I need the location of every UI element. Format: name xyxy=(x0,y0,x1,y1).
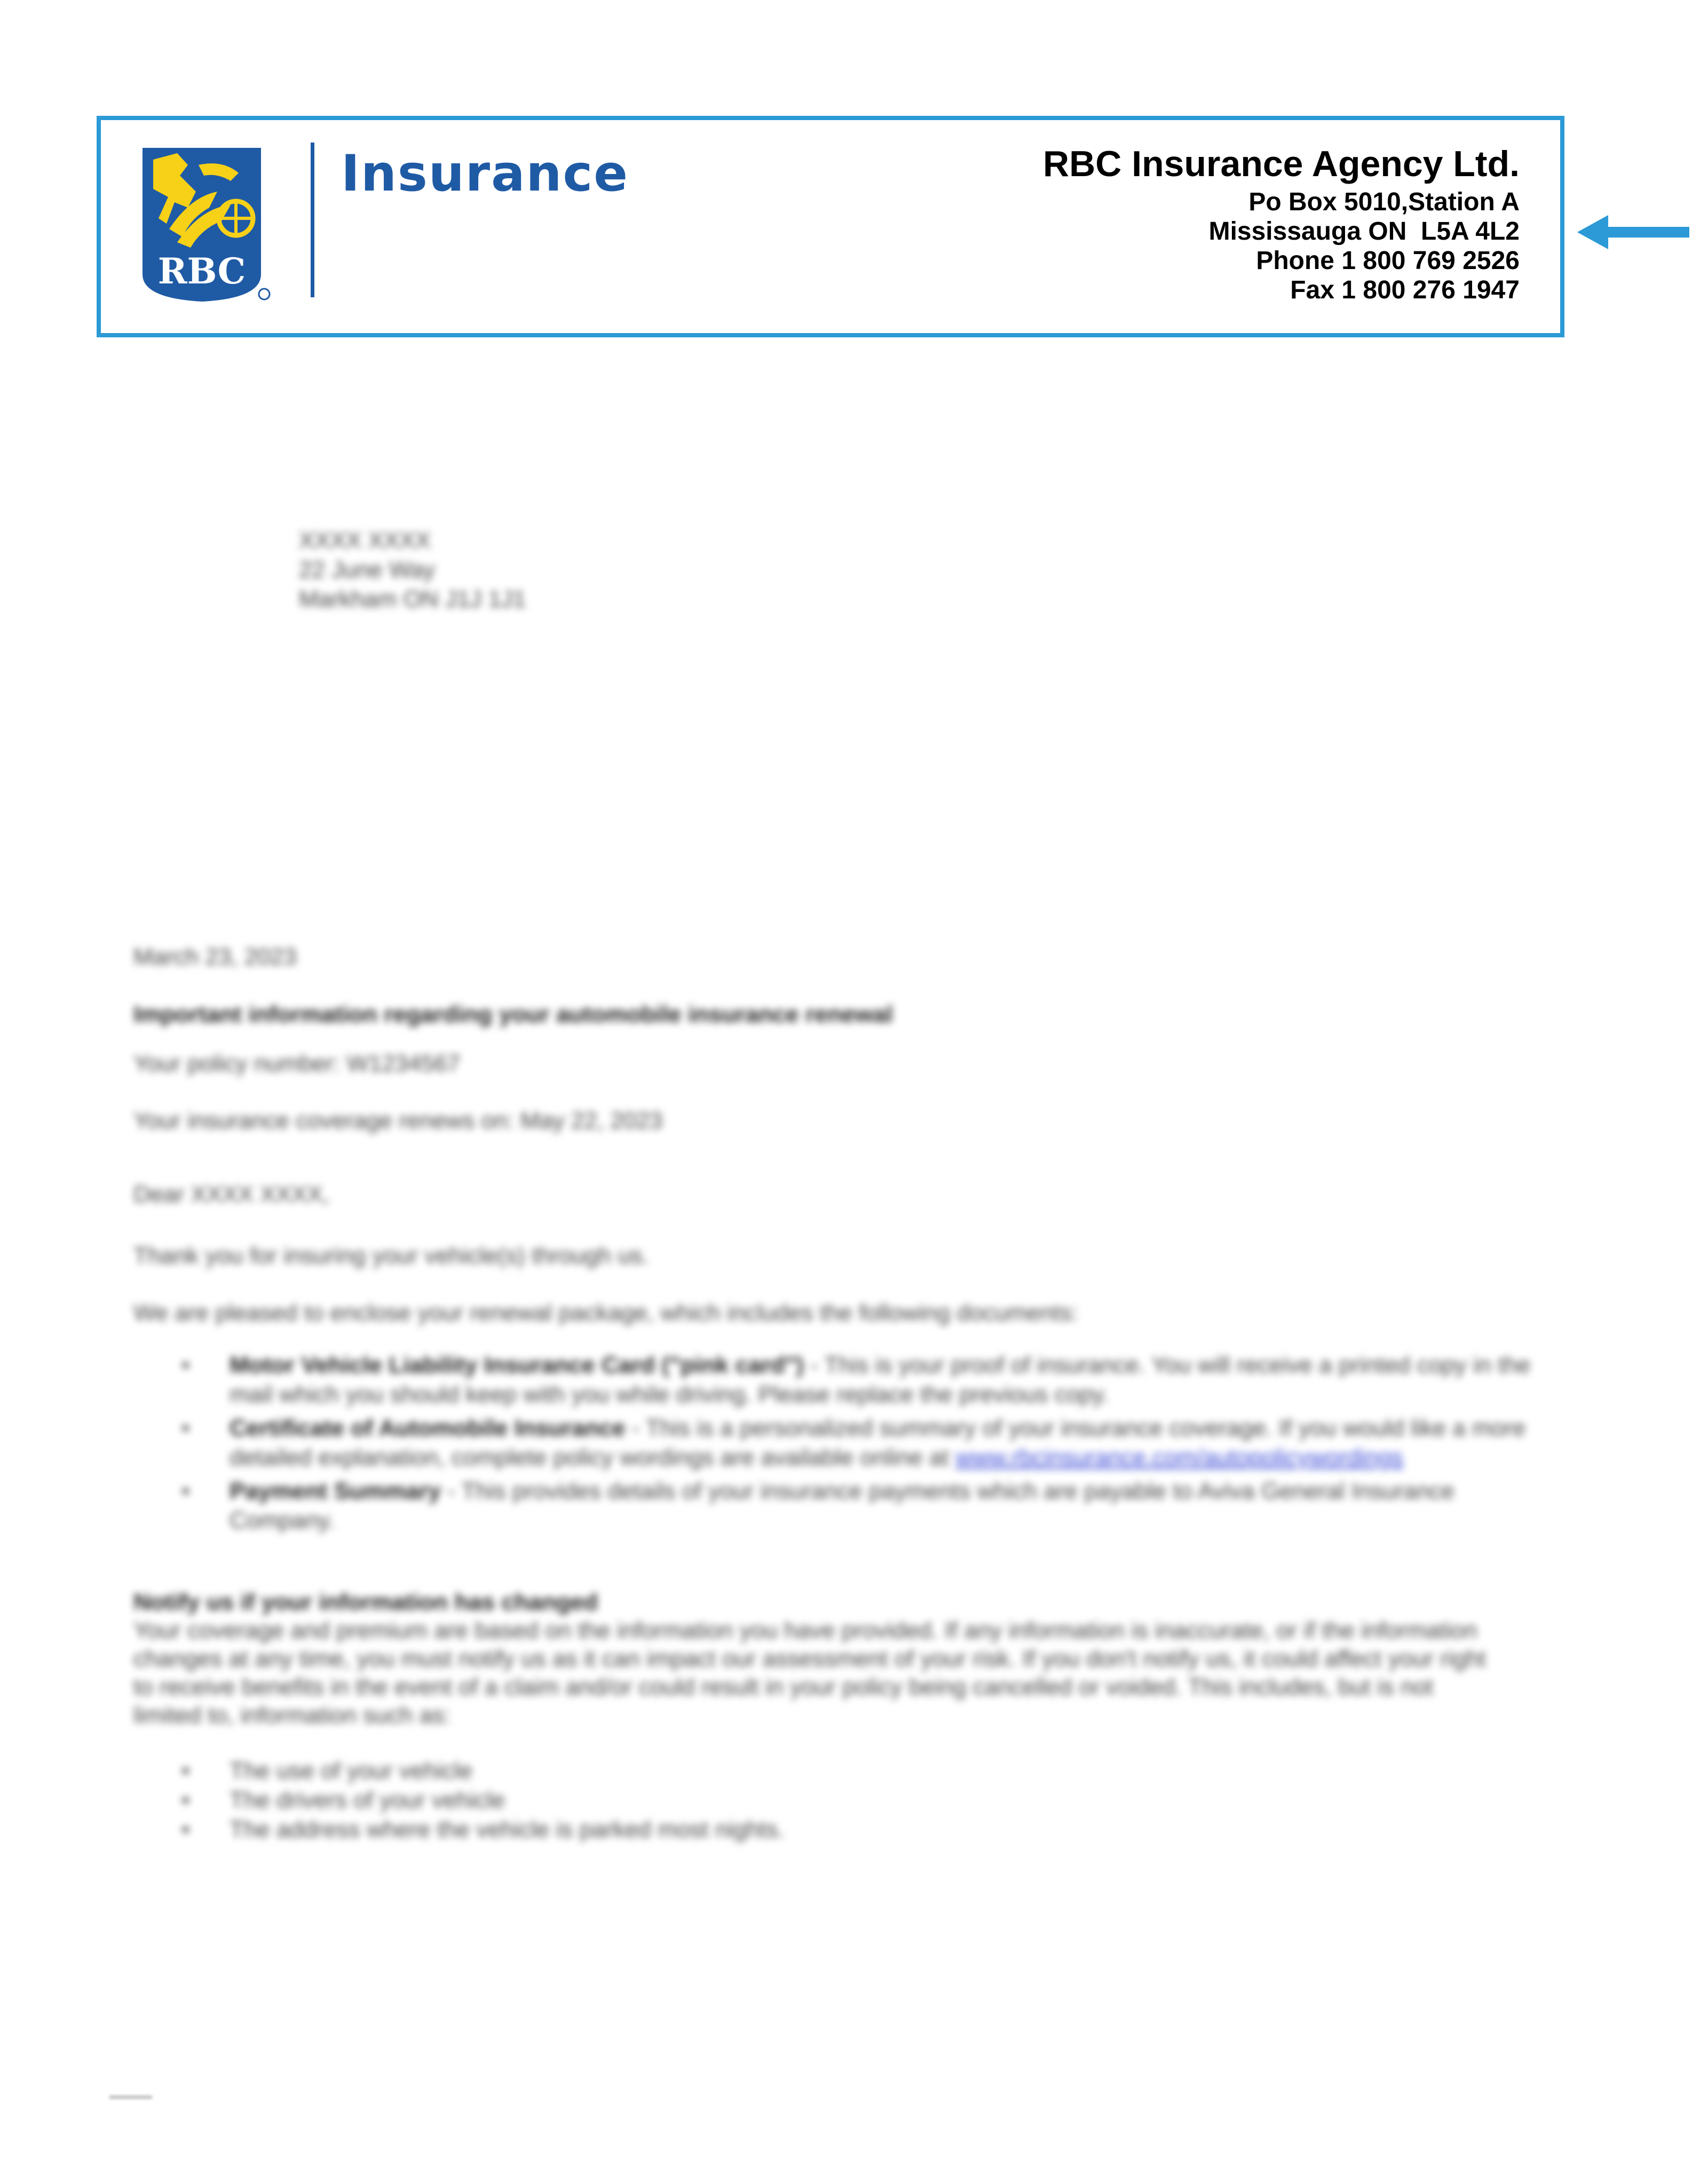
address-line-1: Po Box 5010,Station A xyxy=(1248,188,1520,216)
logo-divider xyxy=(311,143,314,297)
address-line-2: Mississauga ON L5A 4L2 xyxy=(1208,217,1520,246)
salutation: Dear XXXX XXXX, xyxy=(133,1181,329,1207)
list-item xyxy=(133,1413,1537,1472)
list-item xyxy=(133,1476,1537,1535)
notify-section xyxy=(133,1588,1500,1729)
letterhead xyxy=(97,116,1564,337)
footer-mark xyxy=(109,2096,152,2099)
document-title: Certificate of Automobile Insurance xyxy=(230,1415,626,1441)
logo-rbc-letters: RBC xyxy=(157,250,246,292)
phone-number: Phone 1 800 769 2526 xyxy=(1256,247,1520,275)
notify-heading: Notify us if your information has changed xyxy=(133,1589,598,1615)
arrow-left-icon xyxy=(1577,211,1689,254)
recipient-street: 22 June Way xyxy=(299,557,436,583)
rbc-lion-shield-logo xyxy=(137,144,271,304)
agency-name: RBC Insurance Agency Ltd. xyxy=(1043,144,1520,184)
list-item: • The address where the vehicle is parked most nights. xyxy=(133,1815,1537,1844)
thanks-line: Thank you for insuring your vehicle(s) through us. xyxy=(133,1243,650,1269)
agency-contact-block xyxy=(1043,140,1520,305)
letter-date: March 23, 2023 xyxy=(133,944,297,970)
list-item: • The use of your vehicle xyxy=(133,1756,1537,1785)
insurance-wordmark: Insurance xyxy=(341,145,629,203)
document-title: Payment Summary xyxy=(230,1478,441,1504)
info-list xyxy=(133,1756,1537,1844)
document-title: Motor Vehicle Liability Insurance Card ("pink card") xyxy=(230,1352,804,1378)
notify-body: Your coverage and premium are based on the information you have provided. If any information is inaccurate, or if the information changes at any time, you must notify us as it can impact our assessment of your risk. If you don't notify us, it could affect your right to receive benefits in the event of a claim and/or could result in your policy being cancelled or voided. This includes, but is not limited to, information such as: xyxy=(133,1617,1486,1728)
list-item xyxy=(133,1350,1537,1409)
recipient-name: XXXX XXXX xyxy=(299,527,431,554)
fax-number: Fax 1 800 276 1947 xyxy=(1290,276,1520,304)
policy-wordings-link[interactable]: www.rbcinsurance.com/autopolicywordings xyxy=(955,1444,1403,1471)
document-text: - This is a personalized summary of your insurance coverage. If you would like a more detailed explanation, complete policy wordings are available online at xyxy=(230,1415,1526,1471)
renewal-date: Your insurance coverage renews on: May 22, 2023 xyxy=(133,1108,663,1134)
list-item: • The drivers of your vehicle xyxy=(133,1785,1537,1815)
document-text: - This is your proof of insurance. You will receive a printed copy in the mail which you should keep with you while driving. Please replace the previous copy. xyxy=(230,1352,1531,1408)
documents-list xyxy=(133,1350,1537,1535)
recipient-city: Markham ON J1J 1J1 xyxy=(299,586,526,612)
policy-number: Your policy number: W1234567 xyxy=(133,1050,461,1077)
letter-subject: Important information regarding your automobile insurance renewal xyxy=(133,1001,893,1027)
intro-line: We are pleased to enclose your renewal package, which includes the following documents: xyxy=(133,1300,1078,1326)
document-text: - This provides details of your insurance payments which are payable to Aviva General Insurance Company. xyxy=(230,1478,1454,1533)
